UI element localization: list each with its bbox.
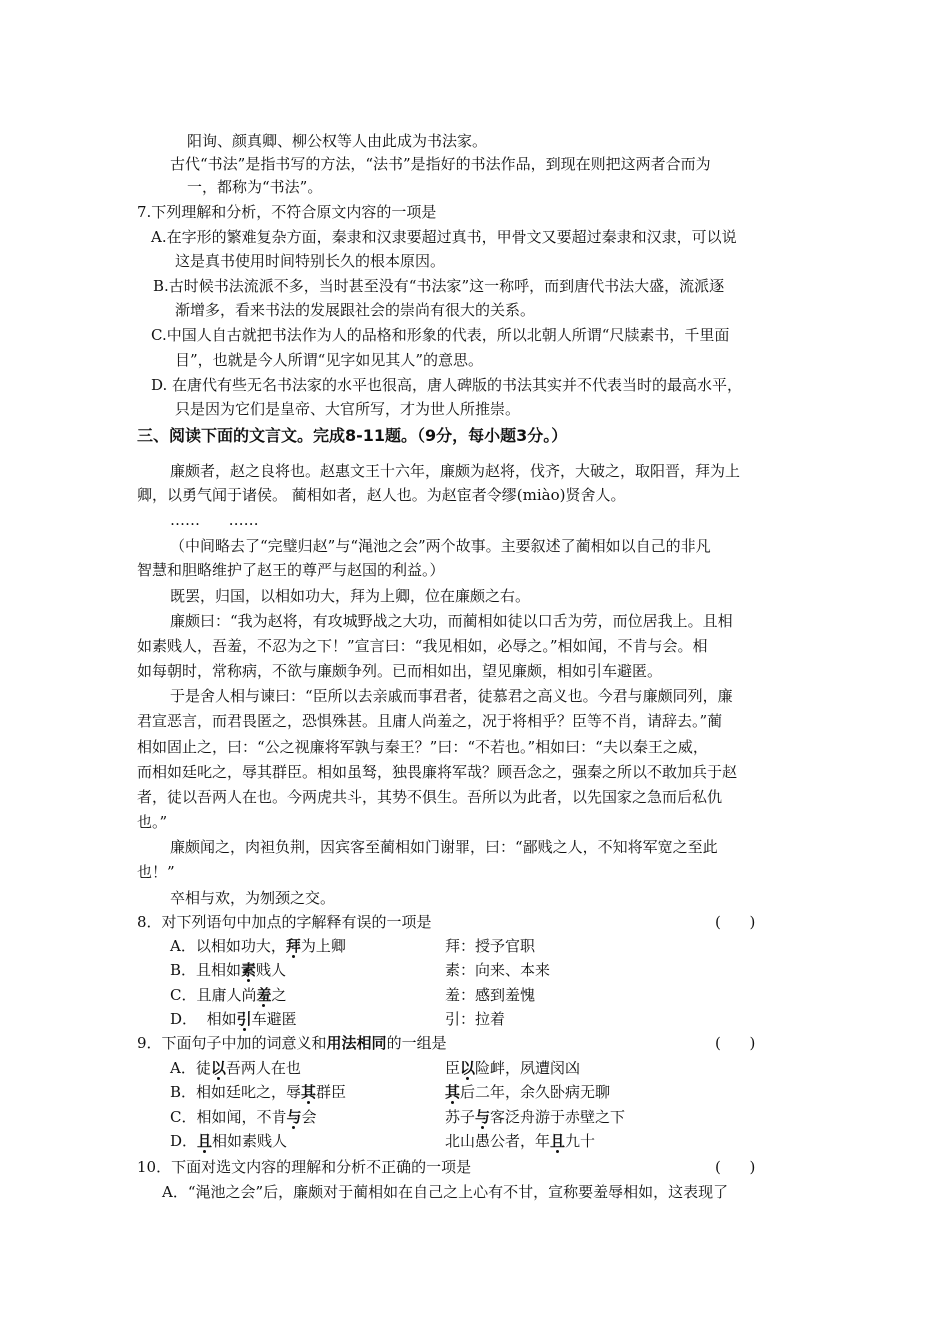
classical-line: 廉颇闻之，肉袒负荆，因宾客至蔺相如门谢罪，曰：“鄙贱之人，不知将军宽之至此 (170, 838, 718, 856)
option-text: D． (170, 1132, 198, 1150)
option-text: C．且庸人尚 (170, 986, 257, 1004)
q7-option-a: A.在字形的繁难复杂方面，秦隶和汉隶要超过真书，甲骨文又要超过秦隶和汉隶，可以说 (151, 228, 737, 246)
ellipsis: …… …… (170, 511, 259, 529)
q8-option-b (170, 958, 286, 982)
q9-option-a (170, 1056, 301, 1080)
q8-gloss-d: 引：拉着 (445, 1010, 506, 1028)
option-text: 车避匿 (251, 1010, 297, 1028)
classical-line: 君宣恶言，而君畏匿之，恐惧殊甚。且庸人尚羞之，况于将相乎？臣等不肖，请辞去。”蔺 (137, 712, 723, 730)
dotted-char: 以 (460, 1059, 476, 1077)
passage-line: 一，都称为“书法”。 (187, 178, 323, 196)
q9-option-b (170, 1080, 346, 1104)
classical-line: 卒相与欢，为刎颈之交。 (170, 889, 336, 907)
omission-note-cont: 智慧和胆略维护了赵王的尊严与赵国的利益。） (137, 561, 445, 579)
dotted-char: 且 (550, 1132, 566, 1150)
q9-option-d (170, 1129, 287, 1153)
q9-option-a-pair (445, 1056, 580, 1080)
option-text: 群臣 (316, 1083, 347, 1101)
q8-option-a (170, 934, 346, 958)
dotted-char: 以 (210, 1059, 226, 1077)
q8-gloss-c: 羞：感到羞愧 (445, 986, 536, 1004)
classical-line: 卿，以勇气闻于诸侯。 蔺相如者，赵人也。为赵宦者令缪(miào)贤舍人。 (137, 486, 626, 504)
q9-option-c (170, 1105, 317, 1129)
q8-option-c (170, 983, 287, 1007)
stem-text: 的一组是 (386, 1034, 447, 1052)
classical-line: 也。” (137, 813, 168, 831)
option-text: B．且相如 (170, 961, 242, 979)
option-text: 臣 (445, 1059, 461, 1077)
question-8-stem: 8．对下列语句中加点的字解释有误的一项是 (137, 913, 432, 931)
classical-line: 如素贱人，吾羞，不忍为之下！”宣言曰：“我见相如，必辱之。”相如闻，不肯与会。相 (137, 637, 708, 655)
q10-option-a: A．“渑池之会”后，廉颇对于蔺相如在自己之上心有不甘，宣称要羞辱相如，这表现了 (162, 1183, 729, 1201)
dotted-char: 与 (475, 1108, 491, 1126)
dotted-char: 素 (241, 961, 257, 979)
dotted-char: 引 (236, 1010, 252, 1028)
q7-option-d-cont: 只是因为它们是皇帝、大官所写，才为世人所推崇。 (175, 400, 521, 418)
omission-note: （中间略去了“完璧归赵”与“渑池之会”两个故事。主要叙述了蔺相如以自己的非凡 (170, 537, 711, 555)
q7-option-a-cont: 这是真书使用时间特别长久的根本原因。 (175, 252, 446, 270)
q8-gloss-a: 拜：授予官职 (445, 937, 536, 955)
question-10-stem: 10．下面对选文内容的理解和分析不正确的一项是 (137, 1158, 472, 1176)
option-text: A．徒 (170, 1059, 211, 1077)
classical-line: 者，徒以吾两人在也。今两虎共斗，其势不俱生。吾所以为此者，以先国家之急而后私仇 (137, 788, 723, 806)
q9-option-c-pair (445, 1105, 625, 1129)
q7-option-b-cont: 渐增多，看来书法的发展跟社会的崇尚有很大的关系。 (175, 301, 536, 319)
classical-line: 而相如廷叱之，辱其群臣。相如虽驽，独畏廉将军哉？顾吾念之，强秦之所以不敢加兵于赵 (137, 763, 738, 781)
classical-line: 廉颇曰：“我为赵将，有攻城野战之大功，而蔺相如徒以口舌为劳，而位居我上。且相 (170, 612, 733, 630)
option-text: 相如素贱人 (212, 1132, 288, 1150)
stem-text: 9．下面句子中加的词意义和 (137, 1034, 327, 1052)
q7-option-d: D. 在唐代有些无名书法家的水平也很高，唐人碑版的书法其实并不代表当时的最高水平， (151, 376, 743, 394)
option-text: 苏子 (445, 1108, 476, 1126)
classical-line: 于是舍人相与谏曰：“臣所以去亲戚而事君者，徒慕君之高义也。今君与廉颇同列，廉 (170, 687, 733, 705)
option-text: 北山愚公者，年 (445, 1132, 551, 1150)
dotted-char: 其 (445, 1083, 461, 1101)
dotted-char: 且 (197, 1132, 213, 1150)
option-text: 后二年，余久卧病无聊 (460, 1083, 611, 1101)
classical-line: 廉颇者，赵之良将也。赵惠文王十六年，廉颇为赵将，伐齐，大破之，取阳晋，拜为上 (170, 462, 741, 480)
dotted-char: 拜 (285, 937, 301, 955)
option-text: 吾两人在也 (225, 1059, 301, 1077)
q7-option-b: B.古时候书法流派不多，当时甚至没有“书法家”这一称呼，而到唐代书法大盛，流派逐 (153, 277, 725, 295)
dotted-char: 与 (286, 1108, 302, 1126)
option-text: 客泛舟游于赤壁之下 (490, 1108, 626, 1126)
option-text: 之 (271, 986, 287, 1004)
option-text: 险衅，夙遭闵凶 (475, 1059, 581, 1077)
option-text: 会 (301, 1108, 317, 1126)
answer-blank: ( ) (715, 1158, 756, 1176)
q9-option-d-pair (445, 1129, 595, 1153)
option-text: 贱人 (256, 961, 287, 979)
option-text: A．以相如功大， (170, 937, 286, 955)
q9-option-b-pair (445, 1080, 610, 1104)
question-9-stem (137, 1031, 447, 1055)
classical-line: 如每朝时，常称病，不欲与廉颇争列。已而相如出，望见廉颇，相如引车避匿。 (137, 662, 663, 680)
q7-option-c: C.中国人自古就把书法作为人的品格和形象的代表，所以北朝人所谓“尺牍素书，千里面 (151, 326, 730, 344)
classical-line: 既罢，归国，以相如功大，拜为上卿，位在廉颇之右。 (170, 587, 531, 605)
classical-line: 也！” (137, 863, 175, 881)
dotted-char: 其 (301, 1083, 317, 1101)
section-3-heading: 三、阅读下面的文言文。完成8-11题。（9分，每小题3分。） (137, 426, 568, 445)
stem-emphasis: 用法相同 (326, 1034, 387, 1052)
classical-line: 相如固止之，曰：“公之视廉将军孰与秦王？”曰：“不若也。”相如曰：“夫以秦王之威， (137, 738, 708, 756)
option-text: 为上卿 (300, 937, 346, 955)
question-7-stem: 7.下列理解和分析，不符合原文内容的一项是 (137, 203, 437, 221)
option-text: 九十 (565, 1132, 596, 1150)
dotted-char: 羞 (256, 986, 272, 1004)
q8-gloss-b: 素：向来、本来 (445, 961, 551, 979)
passage-line: 古代“书法”是指书写的方法，“法书”是指好的书法作品，到现在则把这两者合而为 (170, 155, 711, 173)
q8-option-d (170, 1007, 297, 1031)
q7-option-c-cont: 目”，也就是今人所谓“见字如见其人”的意思。 (175, 351, 484, 369)
answer-blank: ( ) (715, 1034, 756, 1052)
option-text: B．相如廷叱之，辱 (170, 1083, 302, 1101)
option-text: C．相如闻，不肯 (170, 1108, 287, 1126)
passage-line: 阳询、颜真卿、柳公权等人由此成为书法家。 (187, 132, 488, 150)
answer-blank: ( ) (715, 913, 756, 931)
option-text: D． 相如 (170, 1010, 237, 1028)
